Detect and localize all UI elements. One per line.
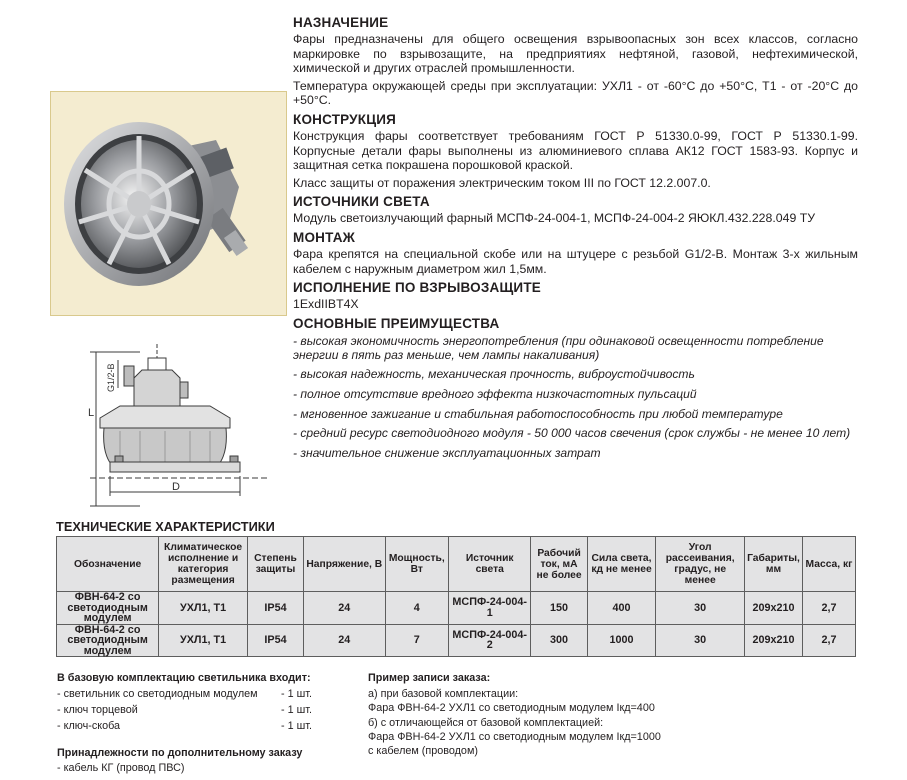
order-line: б) с отличающейся от базовой комплектацией: [368,716,604,729]
table-cell: 1000 [587,624,656,657]
order-line: а) при базовой комплектации: [368,688,519,700]
table-cell: 30 [656,624,745,657]
table-row [57,624,856,657]
order-example-block [368,670,661,758]
table-header-cell: Обозначение [57,537,159,592]
table-cell: 24 [304,624,386,657]
section-title-explosion: ИСПОЛНЕНИЕ ПО ВЗРЫВОЗАЩИТЕ [293,279,541,296]
description-column [293,14,858,463]
list-item: - значительное снижение эксплуатационных затрат [293,445,601,460]
section-title-purpose: НАЗНАЧЕНИЕ [293,14,389,31]
explosion-marking: 1ExdIIBT4X [293,297,359,312]
list-item [57,687,337,703]
purpose-paragraph: Фары предназначены для общего освещения взрывоопасных зон всех классов, согласно маркировке по взрывозащите, на предприятиях нефтяной, газовой, нефтехимической, химической и других отраслей промышленности. [293,32,858,76]
list-item: - кабель КГ (провод ПВС) [57,762,185,774]
table-cell: МСПФ-24-004-1 [448,592,530,625]
accessories-block [57,746,302,776]
table-cell: 2,7 [802,624,855,657]
table-cell: 30 [656,592,745,625]
table-cell: 400 [587,592,656,625]
table-header-cell: Масса, кг [802,537,855,592]
order-line: с кабелем (проводом) [368,745,478,758]
product-photo [51,92,286,315]
kit-item-name: - светильник со светодиодным модулем [57,688,258,700]
table-header-cell: Климатическое исполнение и категория размещения [159,537,248,592]
advantages-list [293,334,858,464]
mounting-paragraph: Фара крепятся на специальной скобе или на штуцере с резьбой G1/2-B. Монтаж 3-х жильным кабелем с наружным диаметром жил 1,5мм. [293,246,858,276]
list-item: - полное отсутствие вредного эффекта низкочастотных пульсаций [293,386,697,401]
order-line: Фара ФВН-64-2 УХЛ1 со светодиодным модулем Iкд=1000 [368,730,661,743]
list-item [57,719,337,735]
table-header-cell: Источник света [448,537,530,592]
table-header-row [57,537,856,592]
table-header-cell: Мощность, Вт [385,537,448,592]
kit-item-name: - ключ торцевой [57,703,138,716]
section-title-light-sources: ИСТОЧНИКИ СВЕТА [293,193,430,210]
protection-class-paragraph: Класс защиты от поражения электрическим током III по ГОСТ 12.2.007.0. [293,175,711,190]
list-item: - средний ресурс светодиодного модуля - 50 000 часов свечения (срок службы - не менее 10 лет) [293,426,851,441]
kit-item-name: - ключ-скоба [57,719,121,732]
table-cell: ФВН-64-2 со светодиодным модулем [57,624,159,657]
section-title-advantages: ОСНОВНЫЕ ПРЕИМУЩЕСТВА [293,315,500,332]
section-title-construction: КОНСТРУКЦИЯ [293,111,397,128]
table-cell: МСПФ-24-004-2 [448,624,530,657]
table-row [57,592,856,625]
order-line: Фара ФВН-64-2 УХЛ1 со светодиодным модулем Iкд=400 [368,702,655,715]
product-photo-frame [50,91,287,316]
dimension-label-d: D [172,481,180,493]
list-item: - мгновенное зажигание и стабильная работоспособность при любой температуре [293,406,783,421]
base-kit-title: В базовую комплектацию светильника входит: [57,672,311,684]
dimension-drawing [80,336,270,516]
tech-specs-table [56,536,856,657]
table-cell: УХЛ1, Т1 [159,624,248,657]
dimension-label-l: L [88,407,95,419]
section-title-mounting: МОНТАЖ [293,229,356,246]
table-cell: 150 [531,592,587,625]
table-header-cell: Напряжение, В [304,537,386,592]
tech-specs-title: ТЕХНИЧЕСКИЕ ХАРАКТЕРИСТИКИ [56,519,275,534]
table-cell: IP54 [247,624,303,657]
table-header-cell: Угол рассеивания, градус, не менее [656,537,745,592]
accessories-title: Принадлежности по дополнительному заказу [57,747,303,759]
kit-item-qty: - 1 шт. [281,719,313,732]
light-sources-paragraph: Модуль светоизлучающий фарный МСПФ-24-004-1, МСПФ-24-004-2 ЯЮКЛ.432.228.049 ТУ [293,211,816,226]
table-cell: IP54 [247,592,303,625]
order-example-title: Пример записи заказа: [368,672,491,684]
table-cell: ФВН-64-2 со светодиодным модулем [57,592,159,625]
table-header-cell: Рабочий ток, мА не более [531,537,587,592]
table-cell: 4 [385,592,448,625]
table-cell: 209х210 [745,624,803,657]
table-cell: 24 [304,592,386,625]
table-cell: 2,7 [802,592,855,625]
list-item [57,703,337,719]
kit-item-qty: - 1 шт. [281,688,313,700]
table-cell: 300 [531,624,587,657]
dimension-label-thread: G1/2-B [106,363,116,392]
table-cell: 7 [385,624,448,657]
kit-item-qty: - 1 шт. [281,703,313,716]
temperature-paragraph: Температура окружающей среды при эксплуатации: УХЛ1 - от -60°С до +50°С, Т1 - от -20°С до +50°С. [293,78,858,108]
table-header-cell: Степень защиты [247,537,303,592]
list-item: - высокая надежность, механическая прочность, виброустойчивость [293,367,695,382]
table-cell: 209х210 [745,592,803,625]
table-header-cell: Габариты, мм [745,537,803,592]
table-header-cell: Сила света, кд не менее [587,537,656,592]
base-kit-block [57,670,337,734]
construction-paragraph: Конструкция фары соответствует требованиям ГОСТ Р 51330.0-99, ГОСТ Р 51330.1-99. Корпусные детали фары выполнены из алюминиевого сплава АК12 ГОСТ 1583-93. Корпус и защитная сетка покрашена порошковой краской. [293,128,858,173]
list-item: - высокая экономичность энергопотребления (при одинаковой освещенности потребление энергии в пять раз меньше, чем лампы накаливания) [293,333,824,363]
table-cell: УХЛ1, Т1 [159,592,248,625]
